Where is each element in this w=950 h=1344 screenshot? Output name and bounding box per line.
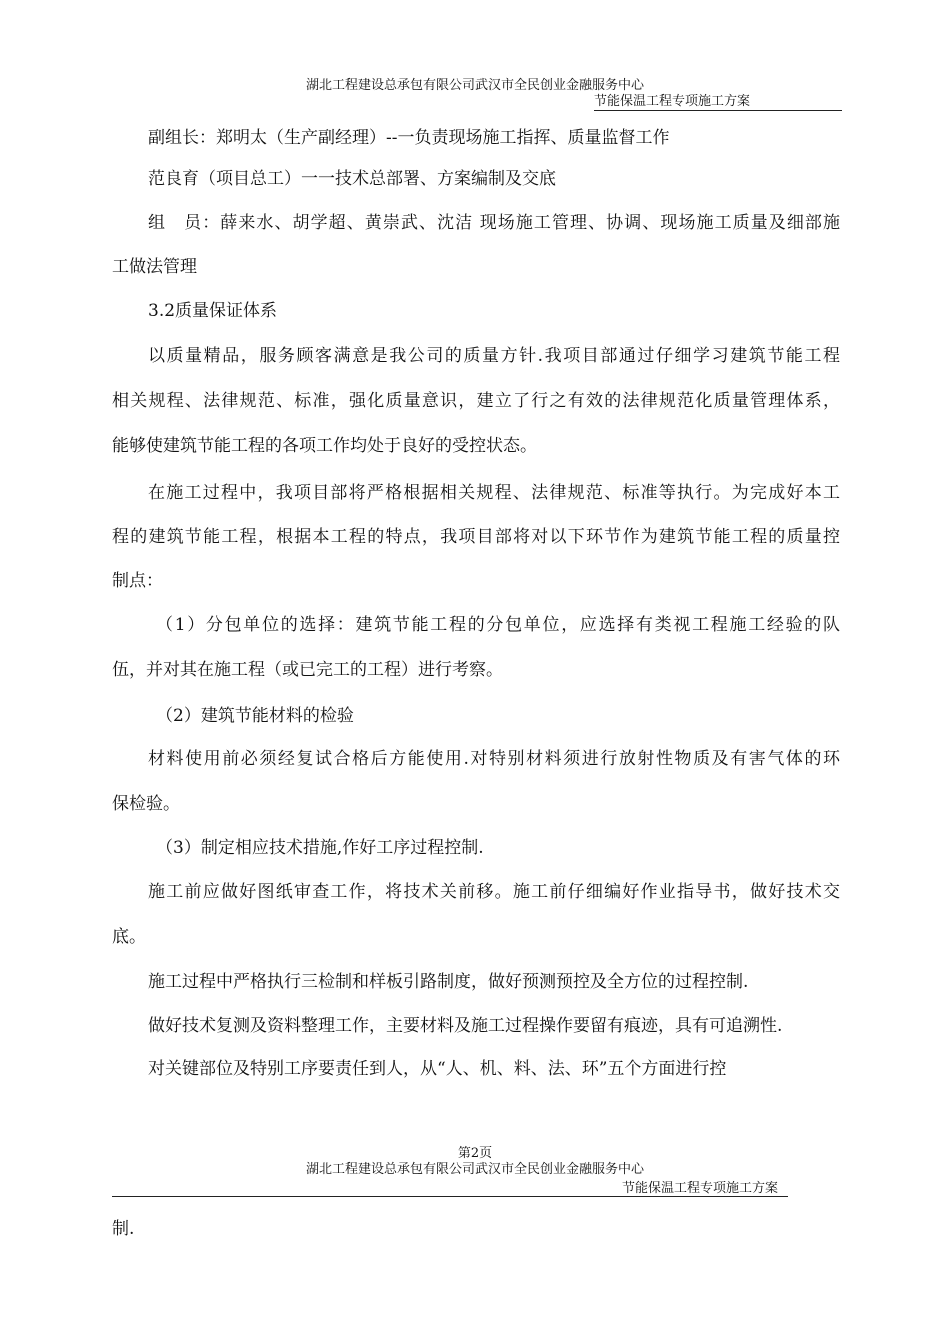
next-page-first-line: 制. (112, 1219, 135, 1239)
paragraph-line: 相关规程、法律规范、标准，强化质量意识，建立了行之有效的法律规范化质量管理体系， (112, 391, 840, 411)
paragraph-line: （1）分包单位的选择：建筑节能工程的分包单位，应选择有类视工程施工经验的队 (156, 615, 840, 635)
paragraph-line: 以质量精品，服务顾客满意是我公司的质量方针.我项目部通过仔细学习建筑节能工程 (148, 346, 840, 366)
paragraph-line: 范良育（项目总工）一一技术总部署、方案编制及交底 (148, 169, 556, 189)
paragraph-line: 在施工过程中，我项目部将严格根据相关规程、法律规范、标准等执行。为完成好本工 (148, 483, 840, 503)
footer-document-title: 节能保温工程专项施工方案 (622, 1181, 779, 1196)
header-document-title: 节能保温工程专项施工方案 (594, 94, 751, 109)
footer-company: 湖北工程建设总承包有限公司武汉市全民创业金融服务中心 (305, 1162, 644, 1177)
page-number: 第2页 (457, 1146, 493, 1161)
paragraph-line: 材料使用前必须经复试合格后方能使用.对特别材料须进行放射性物质及有害气体的环 (148, 749, 840, 769)
header-rule (594, 110, 842, 111)
section-heading: 3.2质量保证体系 (148, 301, 278, 321)
paragraph-line: 能够使建筑节能工程的各项工作均处于良好的受控状态。 (112, 436, 537, 456)
paragraph-line: 施工过程中严格执行三检制和样板引路制度，做好预测预控及全方位的过程控制. (148, 972, 749, 992)
paragraph-line: 对关键部位及特别工序要责任到人，从“人、机、料、法、环”五个方面进行控 (148, 1059, 727, 1079)
paragraph-line: 底。 (112, 927, 146, 947)
paragraph-line: 伍，并对其在施工程（或已完工的工程）进行考察。 (112, 660, 503, 680)
paragraph-line: 做好技术复测及资料整理工作，主要材料及施工过程操作要留有痕迹，具有可追溯性. (148, 1016, 783, 1036)
header-company: 湖北工程建设总承包有限公司武汉市全民创业金融服务中心 (305, 78, 644, 93)
paragraph-line: 工做法管理 (112, 257, 197, 277)
paragraph-line: 程的建筑节能工程，根据本工程的特点，我项目部将对以下环节作为建筑节能工程的质量控 (112, 527, 840, 547)
paragraph-line: 组 员：薛来水、胡学超、黄崇武、沈洁 现场施工管理、协调、现场施工质量及细部施 (148, 213, 840, 233)
paragraph-line: （2）建筑节能材料的检验 (156, 706, 354, 726)
paragraph-line: 施工前应做好图纸审查工作，将技术关前移。施工前仔细编好作业指导书，做好技术交 (148, 882, 840, 902)
paragraph-line: 制点： (112, 571, 163, 591)
paragraph-line: 副组长：郑明太（生产副经理）--一负责现场施工指挥、质量监督工作 (148, 128, 670, 148)
paragraph-line: （3）制定相应技术措施,作好工序过程控制. (156, 838, 484, 858)
paragraph-line: 保检验。 (112, 794, 180, 814)
